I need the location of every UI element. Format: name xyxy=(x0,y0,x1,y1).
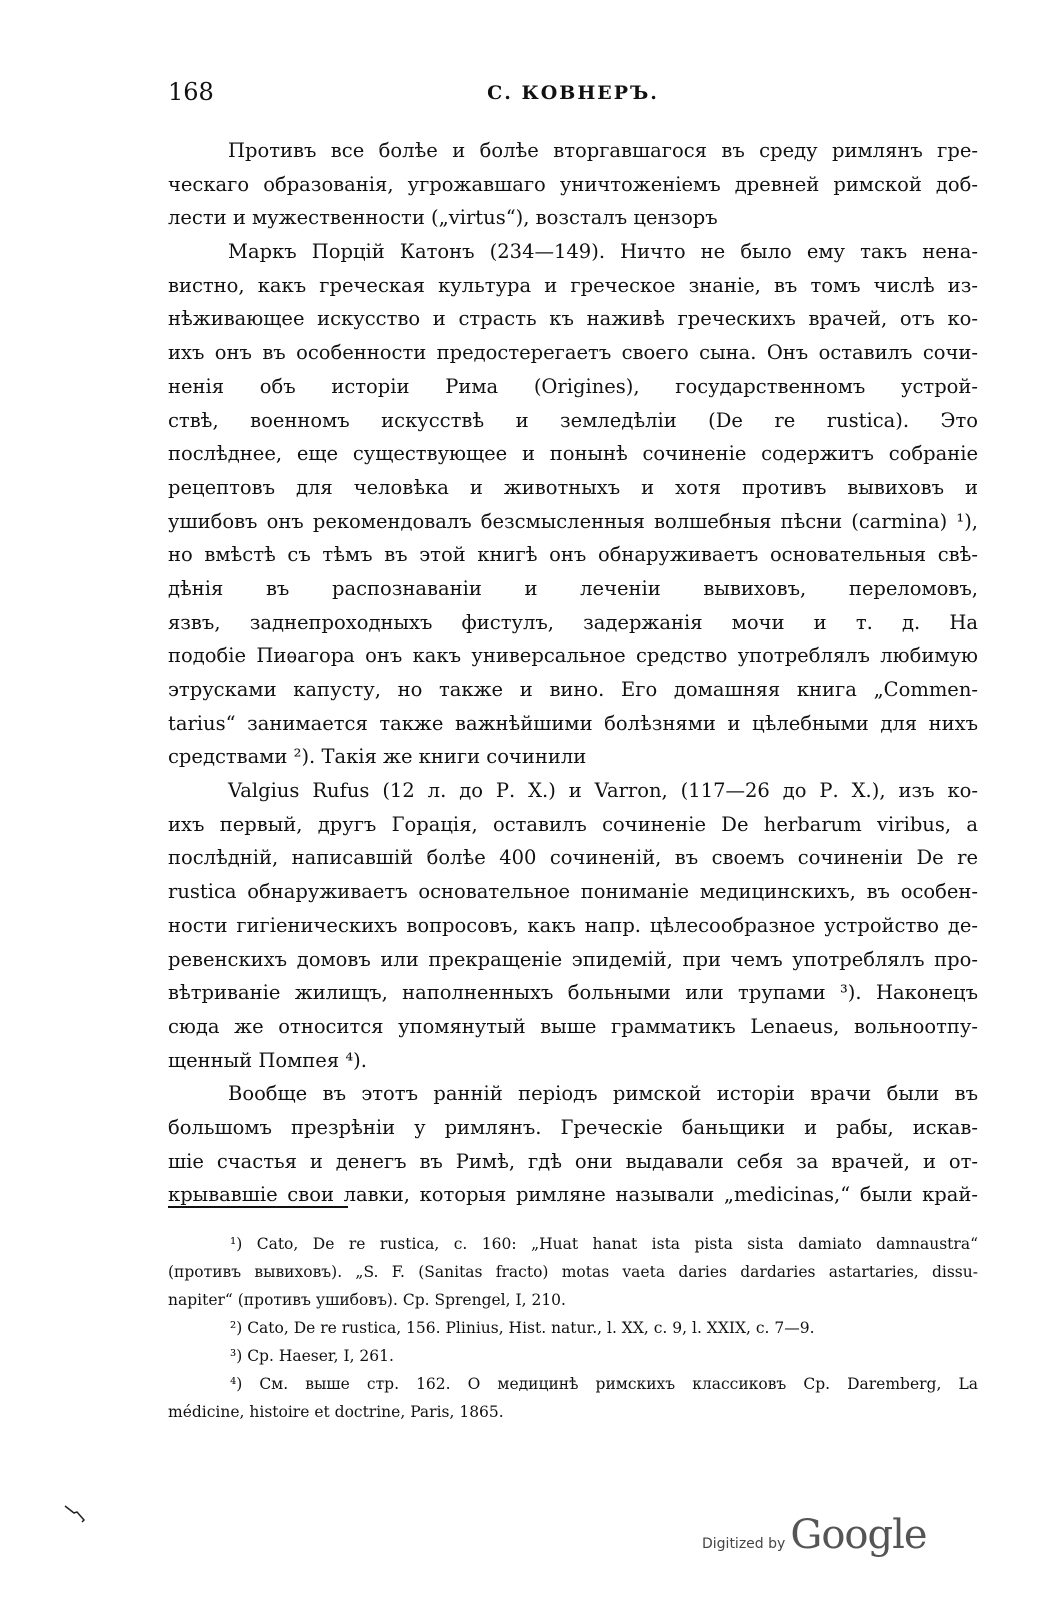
running-title: С. КОВНЕРЪ. xyxy=(487,82,659,104)
text-line: rustica обнаруживаетъ основательное пониманіе медицинскихъ, въ особен- xyxy=(168,880,978,904)
text-line: большомъ презрѣніи у римлянъ. Греческіе баньщики и рабы, искав- xyxy=(168,1115,978,1139)
footnote-line: ³) Ср. Haeser, I, 261. xyxy=(230,1347,394,1365)
text-line: ствѣ, военномъ искусствѣ и земледѣліи (De re rustica). Это xyxy=(168,408,978,432)
text-line: ности гигіеническихъ вопросовъ, какъ напр. цѣлесообразное устройство де- xyxy=(168,913,978,937)
scan-artifact-mark xyxy=(64,1504,86,1524)
text-line: Маркъ Порцій Катонъ (234—149). Ничто не было ему такъ нена- xyxy=(228,240,978,264)
footnote-line: ¹) Cato, De re rustica, c. 160: „Huat hanat ista pista sista damiato damnaustra“ xyxy=(230,1235,978,1253)
text-line: Valgius Rufus (12 л. до Р. Х.) и Varron, (117—26 до Р. Х.), изъ ко- xyxy=(228,779,978,803)
google-logo: Google xyxy=(790,1512,927,1558)
text-line: сюда же относится упомянутый выше грамматикъ Lenaeus, вольноотпу- xyxy=(168,1014,978,1038)
text-line: ческаго образованія, угрожавшаго уничтоженіемъ древней римской доб- xyxy=(168,172,978,196)
text-line: tarius“ занимается также важнѣйшими болѣзнями и цѣлебными для нихъ xyxy=(168,711,978,735)
text-line: рецептовъ для человѣка и животныхъ и хотя противъ вывиховъ и xyxy=(168,475,978,499)
digitized-watermark xyxy=(702,1512,927,1562)
text-line: язвъ, заднепроходныхъ фистулъ, задержанія мочи и т. д. На xyxy=(168,610,978,634)
footnote-line: napiter“ (противъ ушибовъ). Ср. Sprengel, I, 210. xyxy=(168,1291,566,1309)
watermark-prefix: Digitized by xyxy=(702,1536,786,1552)
body-text xyxy=(168,134,978,1212)
text-line: послѣдній, написавшій болѣе 400 сочиненій, въ своемъ сочиненіи De re xyxy=(168,846,978,870)
text-line: послѣднее, еще существующее и понынѣ сочиненіе содержитъ собраніе xyxy=(168,442,978,466)
text-line: ихъ онъ въ особенности предостерегаетъ своего сына. Онъ оставилъ сочи- xyxy=(168,341,978,365)
text-line: но вмѣстѣ съ тѣмъ въ этой книгѣ онъ обнаруживаетъ основательныя свѣ- xyxy=(168,543,978,567)
text-line: крывавшіе свои лавки, которыя римляне называли „medicinas,“ были край- xyxy=(168,1183,978,1207)
footnotes xyxy=(168,1230,978,1426)
text-line: ненія объ исторіи Рима (Origines), государственномъ устрой- xyxy=(168,374,978,398)
text-line: Вообще въ этотъ ранній періодъ римской исторіи врачи были въ xyxy=(228,1082,978,1106)
text-line: шіе счастья и денегъ въ Римѣ, гдѣ они выдавали себя за врачей, и от- xyxy=(168,1149,978,1173)
footnote-line: ²) Cato, De re rustica, 156. Plinius, Hist. natur., l. XX, c. 9, l. XXIX, c. 7—9. xyxy=(230,1319,815,1337)
page-number: 168 xyxy=(168,78,214,106)
text-line: лести и мужественности („virtus“), возсталъ цензоръ xyxy=(168,206,718,230)
text-line: щенный Помпея ⁴). xyxy=(168,1048,367,1072)
text-line: вистно, какъ греческая культура и греческое знаніе, въ томъ числѣ из- xyxy=(168,273,978,297)
text-line: ревенскихъ домовъ или прекращеніе эпидемій, при чемъ употреблялъ про- xyxy=(168,947,978,971)
text-line: этрусками капусту, но также и вино. Его домашняя книга „Commen- xyxy=(168,678,978,701)
text-line: дѣнія въ распознаваніи и леченіи вывиховъ, переломовъ, xyxy=(168,576,978,600)
text-line: ихъ первый, другъ Горація, оставилъ сочиненіе De herbarum viribus, а xyxy=(168,812,978,836)
text-line: ушибовъ онъ рекомендовалъ безсмысленныя волшебныя пѣсни (carmina) ¹), xyxy=(168,509,978,533)
footnote-divider xyxy=(168,1206,348,1208)
footnote-line: (противъ вывиховъ). „S. F. (Sanitas fracto) motas vaeta daries dardaries astartaries, dissu- xyxy=(168,1263,978,1281)
footnote-line: ⁴) См. выше стр. 162. О медицинѣ римскихъ классиковъ Ср. Daremberg, La xyxy=(230,1375,978,1393)
footnote-line: médicine, histoire et doctrine, Paris, 1865. xyxy=(168,1403,504,1421)
text-line: вѣтриваніе жилищъ, наполненныхъ больными или трупами ³). Наконецъ xyxy=(168,981,978,1005)
text-line: нѣживающее искусство и страсть къ наживѣ греческихъ врачей, отъ ко- xyxy=(168,307,978,331)
text-line: подобіе Пиѳагора онъ какъ универсальное средство употреблялъ любимую xyxy=(168,644,978,668)
text-line: Противъ все болѣе и болѣе вторгавшагося въ среду римлянъ гре- xyxy=(228,139,978,162)
page-header xyxy=(168,78,978,112)
text-line: средствами ²). Такія же книги сочинили xyxy=(168,745,587,769)
